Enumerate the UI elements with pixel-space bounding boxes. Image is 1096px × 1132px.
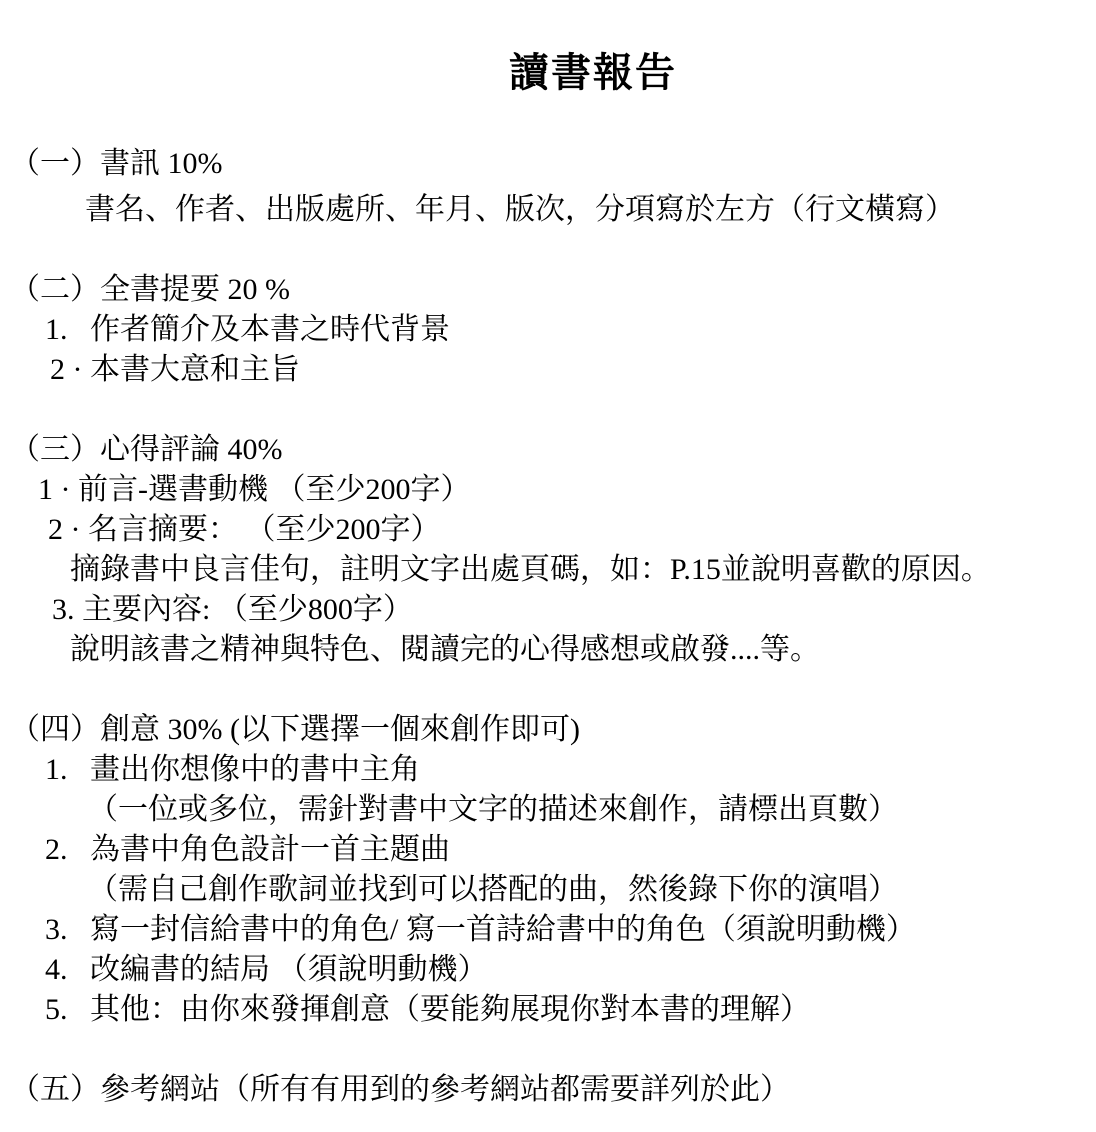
section-2-header: （二）全書提要 20 % [10,273,290,306]
section-1-detail: 書名、作者、出版處所、年月、版次，分項寫於左方（行文橫寫） [85,193,955,226]
section-4-item-1: 1. 畫出你想像中的書中主角 [45,753,420,786]
section-3-item-1: 1 · 前言-選書動機 （至少200字） [38,473,471,506]
section-2-item-2: 2 · 本書大意和主旨 [50,353,300,386]
section-3-item-3: 3. 主要內容: （至少800字） [52,593,413,626]
section-3-item-3-detail: 說明該書之精神與特色、閱讀完的心得感想或啟發....等。 [70,633,820,666]
section-4-item-2: 2. 為書中角色設計一首主題曲 [45,833,450,866]
section-4-item-3: 3. 寫一封信給書中的角色/ 寫一首詩給書中的角色（須說明動機） [45,913,916,946]
section-4-item-5: 5. 其他：由你來發揮創意（要能夠展現你對本書的理解） [45,993,810,1026]
section-4-item-4: 4. 改編書的結局 （須說明動機） [45,953,488,986]
section-5-header: （五）參考網站（所有有用到的參考網站都需要詳列於此） [10,1073,790,1106]
section-3-header: （三）心得評論 40% [10,433,283,466]
section-2-item-1: 1. 作者簡介及本書之時代背景 [45,313,450,346]
section-4-item-2-detail: （需自己創作歌詞並找到可以搭配的曲，然後錄下你的演唱） [88,873,898,906]
section-3-item-2-detail: 摘錄書中良言佳句，註明文字出處頁碼，如：P.15並說明喜歡的原因。 [70,553,991,586]
section-4-item-1-detail: （一位或多位，需針對書中文字的描述來創作，請標出頁數） [88,793,898,826]
section-3-item-2: 2 · 名言摘要： （至少200字） [48,513,441,546]
section-4-header: （四）創意 30% (以下選擇一個來創作即可) [10,713,580,746]
section-1-header: （一）書訊 10% [10,147,223,180]
document-title: 讀書報告 [509,50,677,95]
